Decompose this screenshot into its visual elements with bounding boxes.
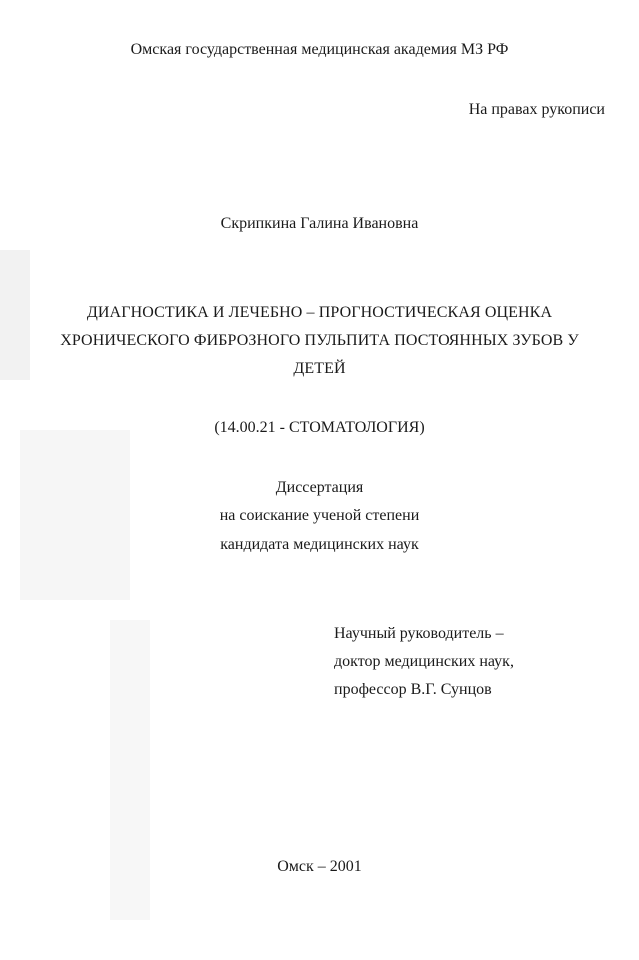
title-line-2: ХРОНИЧЕСКОГО ФИБРОЗНОГО ПУЛЬПИТА ПОСТОЯННЫХ ЗУБОВ У bbox=[60, 332, 579, 349]
author-name: Скрипкина Галина Ивановна bbox=[220, 215, 419, 232]
supervisor-line-1: Научный руководитель – bbox=[334, 625, 504, 642]
degree-line-3: кандидата медицинских наук bbox=[220, 536, 419, 553]
rights-note: На правах рукописи bbox=[468, 101, 605, 118]
degree-line-1: Диссертация bbox=[275, 479, 364, 496]
supervisor-line-2: доктор медицинских наук, bbox=[334, 653, 514, 670]
title-line-1: ДИАГНОСТИКА И ЛЕЧЕБНО – ПРОГНОСТИЧЕСКАЯ ОЦЕНКА bbox=[86, 304, 553, 321]
specialty-code: (14.00.21 - СТОМАТОЛОГИЯ) bbox=[214, 419, 425, 436]
institution-name: Омская государственная медицинская академия МЗ РФ bbox=[130, 41, 509, 58]
degree-line-2: на соискание ученой степени bbox=[219, 507, 420, 524]
place-year: Омск – 2001 bbox=[277, 858, 362, 875]
supervisor-line-3: профессор В.Г. Сунцов bbox=[334, 681, 492, 698]
title-line-3: ДЕТЕЙ bbox=[293, 360, 346, 377]
